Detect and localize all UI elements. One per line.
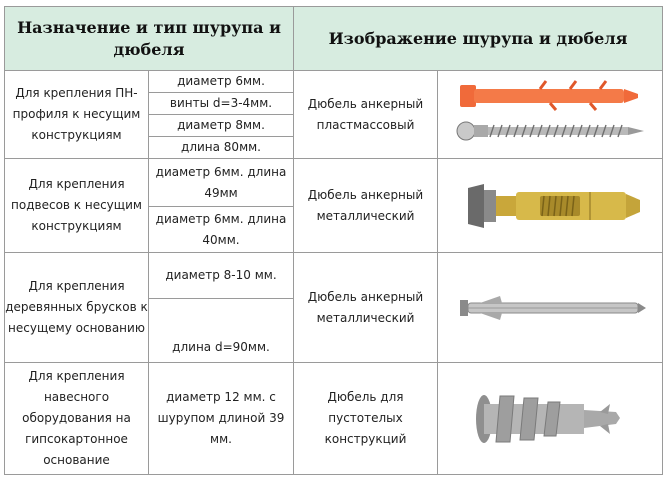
row4-name: Дюбель для пустотелых конструкций: [294, 363, 438, 475]
row3-name: Дюбель анкерный металлический: [294, 253, 438, 363]
row3-image: [438, 253, 663, 363]
row1-spec2: винты d=3-4мм.: [149, 93, 294, 115]
metal-frame-anchor-icon: [450, 278, 650, 338]
row4-purpose: Для крепления навесного оборудования на гипсокартонное основание: [5, 363, 149, 475]
row2-spec1: диаметр 6мм. длина 49мм: [149, 159, 294, 207]
fasteners-table: [4, 6, 663, 475]
row3-spec1: диаметр 8-10 мм.: [149, 253, 294, 299]
row4-spec1: диаметр 12 мм. с шурупом длиной 39 мм.: [149, 363, 294, 475]
row3-purpose: Для крепления деревянных брусков к несущему основанию: [5, 253, 149, 363]
drywall-anchor-icon: [450, 374, 650, 464]
header-image: Изображение шурупа и дюбеля: [294, 7, 663, 71]
row1-name: Дюбель анкерный пластмассовый: [294, 71, 438, 159]
row1-purpose: Для крепления ПН-профиля к несущим конструкциям: [5, 71, 149, 159]
row2-purpose: Для крепления подвесов к несущим конструкциям: [5, 159, 149, 253]
metal-sleeve-anchor-icon: [450, 166, 650, 246]
row1-spec4: длина 80мм.: [149, 137, 294, 159]
row1-spec1: диаметр 6мм.: [149, 71, 294, 93]
row3-spec2: длина d=90мм.: [149, 299, 294, 363]
plastic-anchor-dowel-icon: [450, 75, 650, 155]
row1-spec3: диаметр 8мм.: [149, 115, 294, 137]
header-purpose: Назначение и тип шурупа и дюбеля: [5, 7, 294, 71]
row4-image: [438, 363, 663, 475]
row2-spec2: диаметр 6мм. длина 40мм.: [149, 207, 294, 253]
row2-image: [438, 159, 663, 253]
row1-image: [438, 71, 663, 159]
row2-name: Дюбель анкерный металлический: [294, 159, 438, 253]
